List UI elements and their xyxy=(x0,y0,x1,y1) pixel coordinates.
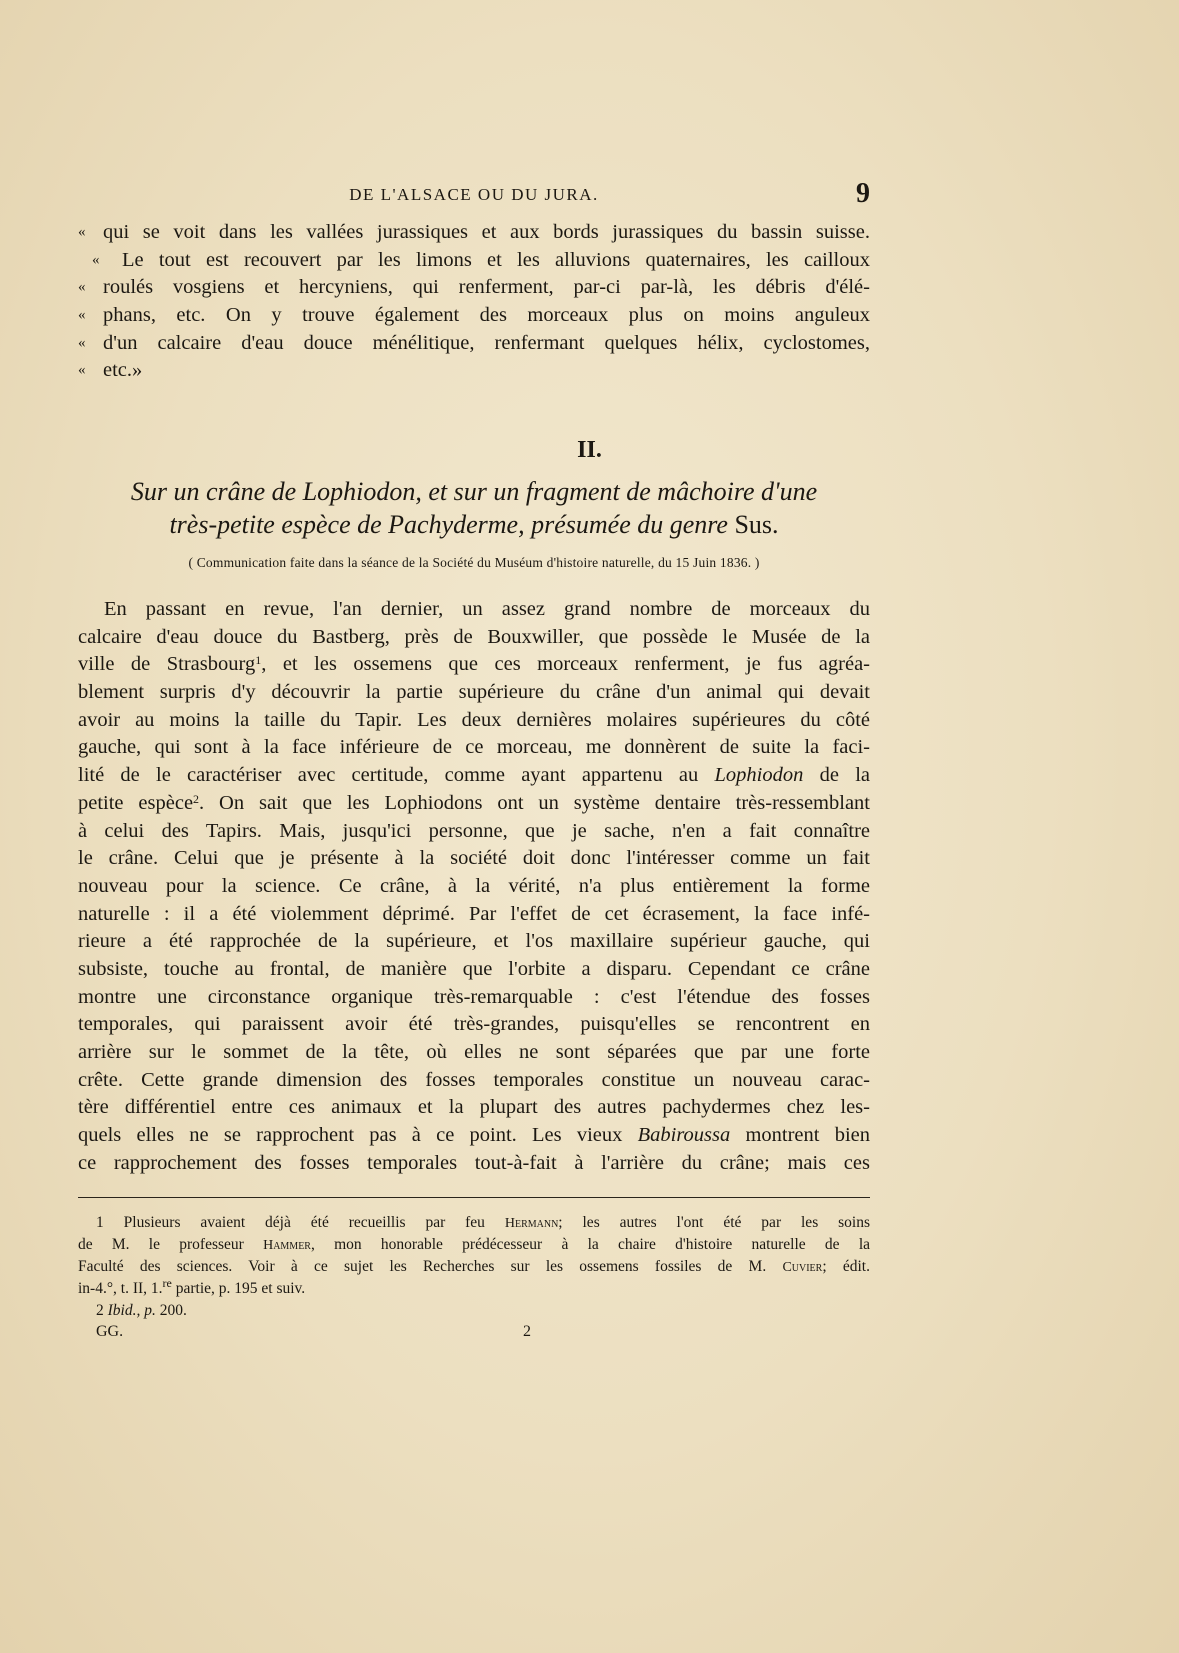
signature-line xyxy=(78,1323,870,1345)
quote-text: qui se voit dans les vallées jurassiques et aux bords jurassiques du bassin suisse. xyxy=(103,221,870,243)
section-title xyxy=(78,475,870,541)
communication-note: ( Communication faite dans la séance de la Société du Muséum d'histoire naturelle, du 15 Juin 1836. ) xyxy=(188,555,760,570)
text-line xyxy=(78,1122,870,1150)
signature-number: 2 xyxy=(523,1323,531,1340)
footnote-number: 1 xyxy=(96,1214,104,1231)
quotation-block xyxy=(78,219,870,385)
quote-text: Le tout est recouvert par les limons et les alluvions quaternaires, les cailloux xyxy=(122,248,870,271)
text-span: montrent bien xyxy=(730,1124,870,1147)
taxon-name: Babiroussa xyxy=(637,1124,731,1147)
quote-mark: « xyxy=(78,307,86,324)
quote-text: etc.» xyxy=(103,359,143,382)
text-span: lité de le caractériser avec certitude, comme ayant appartenu au xyxy=(78,764,715,787)
text-line: calcaire d'eau douce du Bastberg, près de Bouxwiller, que possède le Musée de la xyxy=(78,625,870,648)
quote-mark: « xyxy=(78,362,86,379)
quote-text: phans, etc. On y trouve également des morceaux plus on moins anguleux xyxy=(103,304,870,327)
text-line: ce rapprochement des fosses temporales tout-à-fait à l'arrière du crâne; mais ces xyxy=(78,1151,870,1174)
text-line: rieure a été rapprochée de la supérieure, et l'os maxillaire supérieur gauche, qui xyxy=(78,930,870,953)
title-line xyxy=(78,508,870,541)
text-line: blement surpris d'y découvrir la partie supérieure du crâne d'un animal qui devait xyxy=(78,681,870,704)
text-span: de M. le professeur xyxy=(78,1236,264,1253)
person-name: Cuvier xyxy=(782,1260,823,1275)
text-line xyxy=(78,762,870,790)
text-line: naturelle : il a été violemment déprimé. Par l'effet de cet écrasement, la face infé- xyxy=(78,902,870,925)
footnote-number: 2 xyxy=(96,1302,104,1319)
text-span: ville de Strasbourg xyxy=(78,653,256,676)
text-line: gauche, qui sont à la face inférieure de ce morceau, me donnèrent de suite la faci- xyxy=(78,736,870,759)
quote-line xyxy=(78,302,870,330)
footnotes xyxy=(78,1212,870,1322)
text-span: ; édit. xyxy=(822,1258,870,1275)
body-text xyxy=(78,596,870,1177)
text-span: Plusieurs avaient déjà été recueillis par feu xyxy=(123,1214,505,1231)
text-line: montre une circonstance organique très-remarquable : c'est l'étendue des fosses xyxy=(78,985,870,1008)
text-line: avoir au moins la taille du Tapir. Les deux dernières molaires supérieures du côté xyxy=(78,708,870,731)
quote-mark: « xyxy=(92,251,100,268)
quote-line xyxy=(78,357,870,385)
footnote-ref[interactable]: 1 xyxy=(255,653,262,668)
text-line: à celui des Tapirs. Mais, jusqu'ici personne, que je sache, n'en a fait connaître xyxy=(78,819,870,842)
footnote-divider xyxy=(78,1197,870,1198)
text-span: , et les ossemens que ces morceaux renferment, je fus agréa- xyxy=(261,653,871,676)
footnote-line xyxy=(78,1278,870,1300)
running-head: DE L'ALSACE OU DU JURA. xyxy=(349,185,599,204)
quote-mark: « xyxy=(78,279,86,296)
text-line: tère différentiel entre ces animaux et la plupart des autres pachydermes chez les- xyxy=(78,1096,870,1119)
section-number: II. xyxy=(577,437,602,463)
text-line: le crâne. Celui que je présente à la société doit donc l'intéresser comme un fait xyxy=(78,847,870,870)
superscript: re xyxy=(162,1276,172,1290)
quote-text: roulés vosgiens et hercyniens, qui renferment, par-ci par-là, les débris d'élé- xyxy=(103,276,870,299)
text-span: quels elles ne se rapprochent pas à ce point. Les vieux xyxy=(78,1124,638,1147)
text-span: Faculté des sciences. Voir à ce sujet les Recherches sur les ossemens fossiles de M. xyxy=(78,1258,783,1275)
footnote-line xyxy=(78,1212,870,1234)
text-line: arrière sur le sommet de la tête, où elles ne sont séparées que par une forte xyxy=(78,1041,870,1063)
quote-line xyxy=(78,247,870,275)
text-span: petite espèce xyxy=(78,791,194,814)
text-line: nouveau pour la science. Ce crâne, à la vérité, n'a plus entièrement la forme xyxy=(78,874,870,897)
text-span: de la xyxy=(803,764,870,787)
quote-mark: « xyxy=(78,334,86,351)
taxon-name: Lophiodon xyxy=(714,764,804,787)
text-line: subsiste, touche au frontal, de manière que l'orbite a disparu. Cependant ce crâne xyxy=(78,957,870,980)
person-name: Hermann xyxy=(504,1216,559,1231)
title-genus: Sus. xyxy=(734,510,779,539)
footnote-line xyxy=(78,1256,870,1278)
text-line xyxy=(78,651,870,679)
person-name: Hammer xyxy=(263,1238,311,1253)
footnote-line xyxy=(78,1300,870,1322)
signature-mark: GG. xyxy=(96,1323,124,1340)
text-span: , mon honorable prédécesseur à la chaire d'histoire naturelle de la xyxy=(310,1236,871,1253)
text-span: ; les autres l'ont été par les soins xyxy=(558,1214,870,1231)
text-line: crête. Cette grande dimension des fosses temporales constitue un nouveau carac- xyxy=(78,1068,870,1091)
text-line: En passant en revue, l'an dernier, un assez grand nombre de morceaux du xyxy=(104,598,870,620)
text-span: in-4.°, t. II, 1. xyxy=(78,1280,163,1297)
title-line: Sur un crâne de Lophiodon, et sur un fragment de mâchoire d'une xyxy=(130,477,818,506)
quote-line xyxy=(78,274,870,302)
quote-mark: « xyxy=(78,224,86,240)
text-span: Ibid., p. xyxy=(107,1302,156,1319)
text-line xyxy=(78,790,870,818)
page-number: 9 xyxy=(856,178,870,209)
quote-line xyxy=(78,330,870,358)
text-line: temporales, qui paraissent avoir été très-grandes, puisqu'elles se rencontrent en xyxy=(78,1013,870,1036)
text-span: 200. xyxy=(155,1302,187,1319)
text-span: partie, p. 195 et suiv. xyxy=(171,1280,306,1297)
quote-line xyxy=(78,219,870,247)
footnote-ref[interactable]: 2 xyxy=(193,791,200,806)
text-span: . On sait que les Lophiodons ont un système dentaire très-ressemblant xyxy=(199,791,870,814)
footnote-line xyxy=(78,1234,870,1256)
quote-text: d'un calcaire d'eau douce ménélitique, renfermant quelques hélix, cyclostomes, xyxy=(103,331,870,354)
title-italic-part: très-petite espèce de Pachyderme, présumée du genre xyxy=(169,510,735,539)
page-header xyxy=(78,180,870,210)
